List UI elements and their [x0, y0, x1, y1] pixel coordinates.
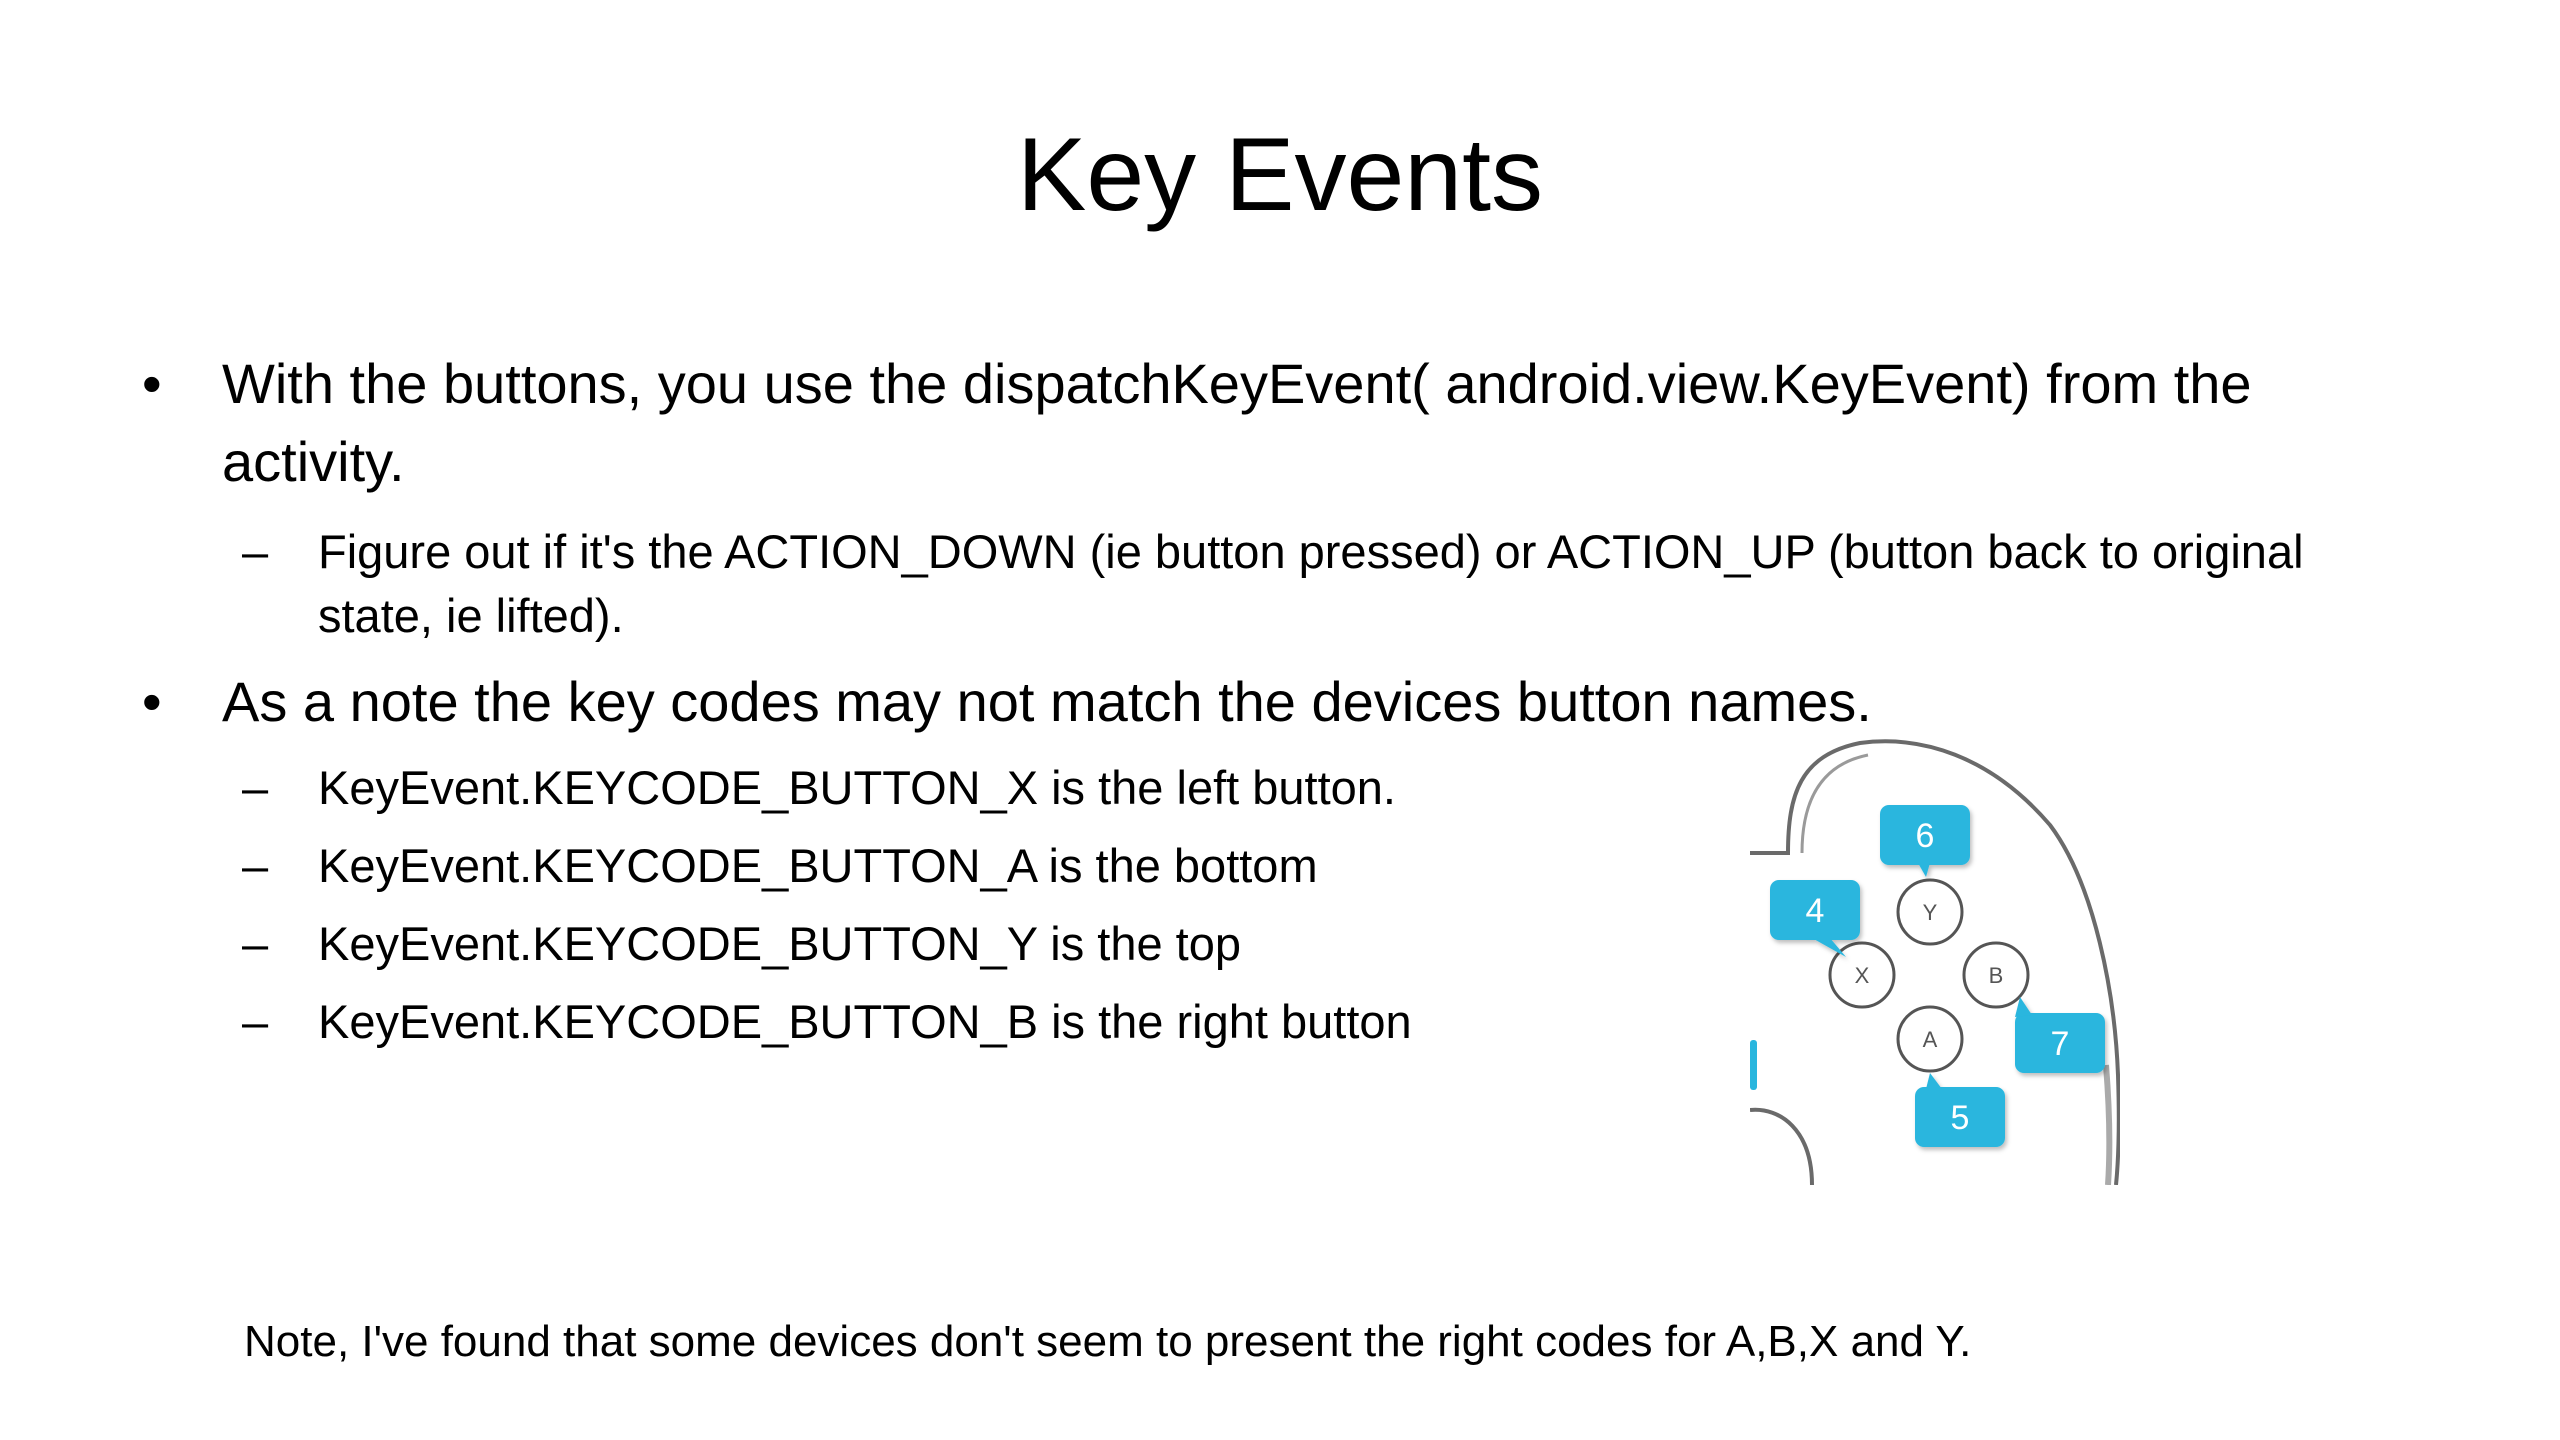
badge-7 [2015, 997, 2105, 1073]
svg-text:4: 4 [1805, 892, 1825, 930]
slide-title: Key Events [1016, 117, 1544, 233]
y-button [1898, 880, 1962, 944]
a-button [1898, 1007, 1962, 1071]
footnote: Note, I've found that some devices don't seem to present the right codes for A,B,X and Y. [244, 1317, 1972, 1366]
bullet-marker: • [142, 352, 162, 415]
svg-text:A: A [1922, 1027, 1938, 1052]
b-button [1964, 943, 2028, 1007]
badge-5 [1915, 1073, 2005, 1147]
keycode-a-text: KeyEvent.KEYCODE_BUTTON_A is the bottom [318, 839, 1318, 892]
dash-marker: – [242, 995, 269, 1048]
bullet-1-sub-1 [242, 520, 2418, 648]
dash-marker: – [242, 839, 269, 892]
bullet-marker: • [142, 670, 162, 733]
svg-text:X: X [1854, 963, 1870, 988]
bullet-1-line-2: activity. [222, 430, 405, 493]
svg-text:7: 7 [2050, 1025, 2070, 1063]
bullet-2-text: As a note the key codes may not match the devices button names. [222, 670, 1872, 733]
left-edge-blue [1750, 1040, 1757, 1090]
bullet-1-sub-1-line-2: state, ie lifted). [318, 589, 624, 642]
keycode-x-text: KeyEvent.KEYCODE_BUTTON_X is the left button. [318, 761, 1396, 814]
thumbstick-edge [1750, 1110, 1812, 1185]
bullet-1-sub-1-line-1: Figure out if it's the ACTION_DOWN (ie button pressed) or ACTION_UP (button back to original [318, 525, 2304, 578]
dash-marker: – [242, 525, 269, 578]
bullet-2 [142, 663, 2402, 741]
controller-shadow-edge [2106, 1065, 2109, 1185]
dash-marker: – [242, 761, 269, 814]
svg-text:6: 6 [1915, 817, 1935, 855]
badge-6 [1880, 805, 1970, 877]
keycode-y-text: KeyEvent.KEYCODE_BUTTON_Y is the top [318, 917, 1241, 970]
svg-text:Y: Y [1922, 900, 1938, 925]
bullet-1 [142, 345, 2402, 501]
svg-text:5: 5 [1950, 1099, 1970, 1137]
gamepad-diagram [1750, 735, 2120, 1185]
keycode-b-text: KeyEvent.KEYCODE_BUTTON_B is the right button [318, 995, 1412, 1048]
svg-text:B: B [1988, 963, 2004, 988]
dash-marker: – [242, 917, 269, 970]
bullet-1-line-1: With the buttons, you use the dispatchKeyEvent( android.view.KeyEvent) from the [222, 352, 2252, 415]
